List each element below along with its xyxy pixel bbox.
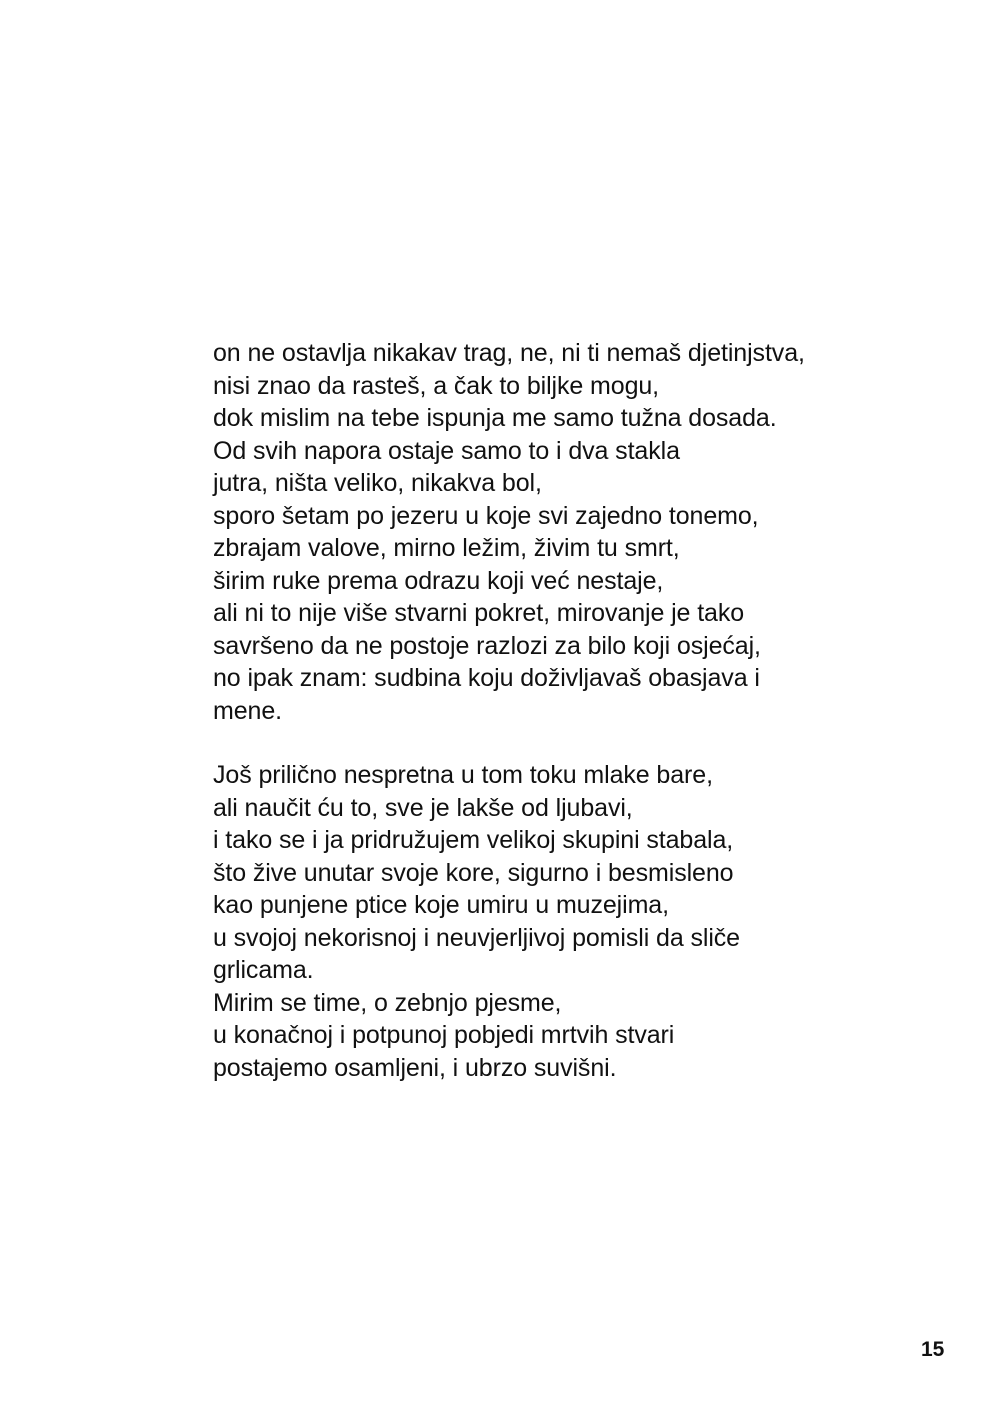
poem-line: nisi znao da rasteš, a čak to biljke mogu, bbox=[213, 371, 660, 400]
poem-line: u konačnoj i potpunoj pobjedi mrtvih stvari bbox=[213, 1021, 675, 1049]
poem-line: i tako se i ja pridružujem velikoj skupini stabala, bbox=[213, 826, 734, 854]
poem-line: kao punjene ptice koje umiru u muzejima, bbox=[213, 891, 669, 919]
poem-line: ali naučit ću to, sve je lakše od ljubavi, bbox=[213, 793, 633, 822]
poem-line: postajemo osamljeni, i ubrzo suvišni. bbox=[213, 1053, 617, 1082]
poem-line: što žive unutar svoje kore, sigurno i besmisleno bbox=[213, 858, 734, 887]
poem-line: Mirim se time, o zebnjo pjesme, bbox=[213, 988, 562, 1017]
poem-line: on ne ostavlja nikakav trag, ne, ni ti nemaš djetinjstva, bbox=[213, 339, 805, 367]
poem-line: savršeno da ne postoje razlozi za bilo koji osjećaj, bbox=[213, 631, 761, 660]
page-number: 15 bbox=[921, 1338, 945, 1361]
poem-line: mene. bbox=[213, 696, 282, 725]
poem-line: grlicama. bbox=[213, 956, 314, 984]
poem-line: dok mislim na tebe ispunja me samo tužna dosada. bbox=[213, 404, 777, 432]
poem-line: no ipak znam: sudbina koju doživljavaš obasjava i bbox=[213, 664, 760, 692]
poem-line: sporo šetam po jezeru u koje svi zajedno tonemo, bbox=[213, 501, 759, 530]
poem-line: zbrajam valove, mirno ležim, živim tu smrt, bbox=[213, 534, 680, 562]
poem-line: u svojoj nekorisnoj i neuvjerljivoj pomisli da sliče bbox=[213, 923, 740, 952]
poem-line: Od svih napora ostaje samo to i dva stakla bbox=[213, 436, 680, 465]
poem-line: ali ni to nije više stvarni pokret, mirovanje je tako bbox=[213, 599, 745, 627]
poem-body bbox=[213, 337, 933, 1084]
stanza-1 bbox=[213, 337, 933, 727]
poem-line: jutra, ništa veliko, nikakva bol, bbox=[213, 469, 542, 497]
poem-line: Još prilično nespretna u tom toku mlake bare, bbox=[213, 761, 713, 789]
stanza-2 bbox=[213, 759, 933, 1084]
poem-line: širim ruke prema odrazu koji već nestaje, bbox=[213, 566, 664, 595]
